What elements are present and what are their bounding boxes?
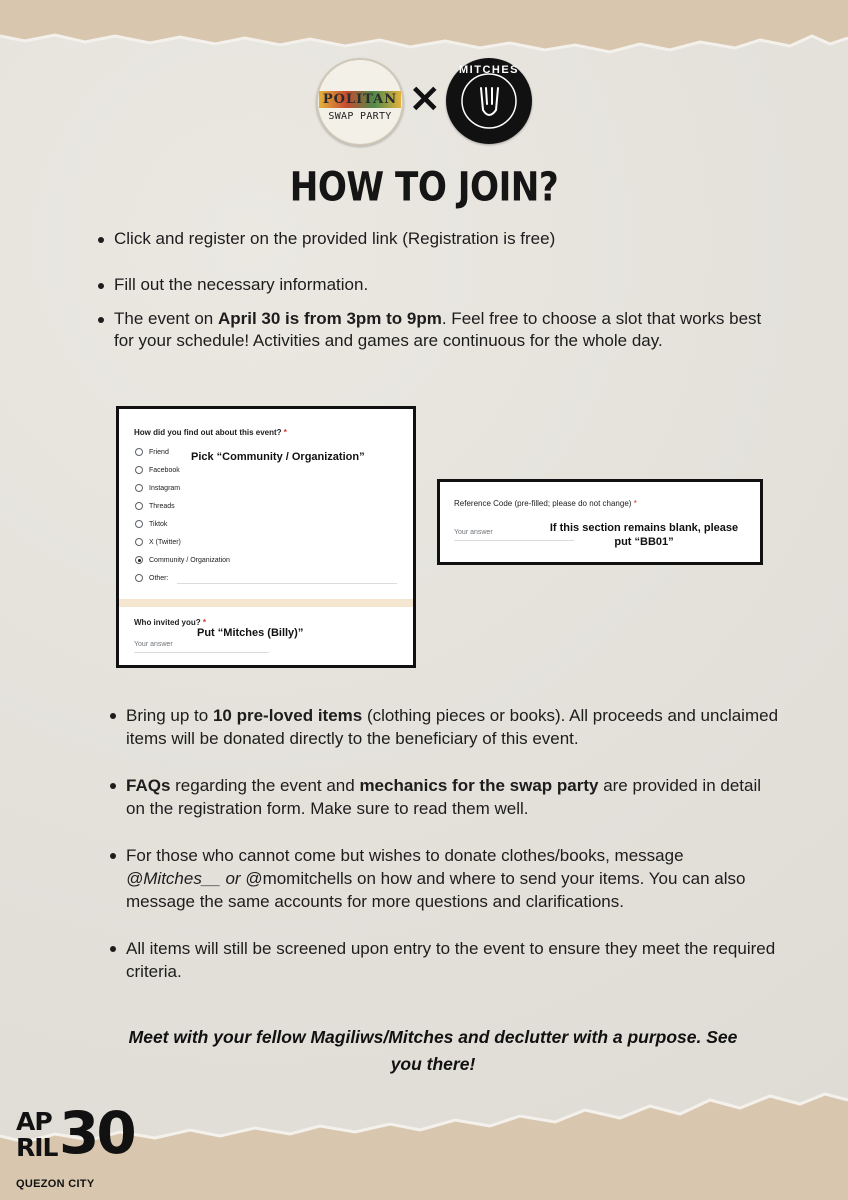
list-item: Bring up to 10 pre-loved items (clothing pieces or books). All proceeds and unclaimed items will be donated directly to the beneficiary of this event.: [108, 704, 780, 750]
mitches-logo: [446, 58, 532, 144]
date-day: 30: [59, 1099, 134, 1167]
radio-option-other[interactable]: Other:: [135, 574, 168, 582]
radio-icon: [135, 538, 143, 546]
form-screenshot-reference-code: [437, 479, 763, 565]
radio-checked-icon: [135, 556, 143, 564]
politan-brand-text: POLITAN: [319, 91, 401, 108]
question-reference-code: Reference Code (pre-filled; please do not change) *: [454, 499, 637, 508]
list-item: Fill out the necessary information.: [96, 274, 776, 296]
steps-bottom-list: [108, 704, 780, 1007]
list-item: Click and register on the provided link (Registration is free): [96, 228, 776, 250]
radio-icon: [135, 466, 143, 474]
annotation-reference-code: If this section remains blank, please put “BB01”: [549, 522, 739, 548]
collab-x-icon: ×: [408, 75, 442, 121]
answer-field[interactable]: Your answer: [454, 529, 493, 536]
radio-icon: [135, 574, 143, 582]
section-separator: [119, 599, 416, 607]
date-month-top: AP: [16, 1107, 52, 1136]
partner-logos: [0, 58, 848, 144]
steps-top-list: [96, 228, 776, 352]
radio-icon: [135, 502, 143, 510]
radio-option[interactable]: Facebook: [135, 466, 180, 474]
list-item: The event on April 30 is from 3pm to 9pm. Feel free to choose a slot that works best for your schedule! Activities and games are continuous for the whole day.: [96, 308, 776, 352]
swap-party-text: SWAP PARTY: [328, 110, 392, 122]
list-item: All items will still be screened upon entry to the event to ensure they meet the required criteria.: [108, 937, 780, 983]
radio-option[interactable]: Threads: [135, 502, 175, 510]
date-badge: [16, 1099, 146, 1176]
annotation-source: Pick “Community / Organization”: [191, 451, 365, 463]
list-item: For those who cannot come but wishes to donate clothes/books, message @Mitches__ or @momitchells on how and where to send your items. You can also message the same accounts for more questions and clarifications.: [108, 844, 780, 913]
form-screenshot-source: [116, 406, 416, 668]
list-item: FAQs regarding the event and mechanics for the swap party are provided in detail on the registration form. Make sure to read them well.: [108, 774, 780, 820]
radio-option[interactable]: X (Twitter): [135, 538, 181, 546]
annotation-invited-by: Put “Mitches (Billy)”: [197, 627, 304, 639]
radio-option-selected[interactable]: Community / Organization: [135, 556, 230, 564]
radio-icon: [135, 520, 143, 528]
closing-message: Meet with your fellow Magiliws/Mitches and declutter with a purpose. See you there!: [128, 1027, 738, 1074]
politan-swap-party-logo: [316, 58, 404, 146]
event-time-highlight: April 30 is from 3pm to 9pm: [217, 309, 442, 328]
page-title: HOW TO JOIN?: [289, 163, 559, 211]
date-month-bottom: RIL: [16, 1133, 58, 1162]
radio-icon: [135, 448, 143, 456]
radio-option[interactable]: Instagram: [135, 484, 180, 492]
answer-line: [134, 652, 269, 653]
radio-option[interactable]: Tiktok: [135, 520, 167, 528]
question-source: How did you find out about this event? *: [134, 428, 287, 437]
other-input-line[interactable]: [177, 583, 397, 584]
mitches-ring-text: MITCHES: [459, 64, 519, 76]
torn-edge-top: [0, 0, 848, 60]
event-city: QUEZON CITY: [16, 1178, 95, 1190]
answer-field[interactable]: Your answer: [134, 641, 173, 648]
handle-momitchells: @momitchells: [245, 869, 353, 888]
question-invited-by: Who invited you? *: [134, 618, 207, 627]
radio-icon: [135, 484, 143, 492]
handle-mitches: @Mitches__ or: [126, 869, 246, 888]
radio-option[interactable]: Friend: [135, 448, 169, 456]
